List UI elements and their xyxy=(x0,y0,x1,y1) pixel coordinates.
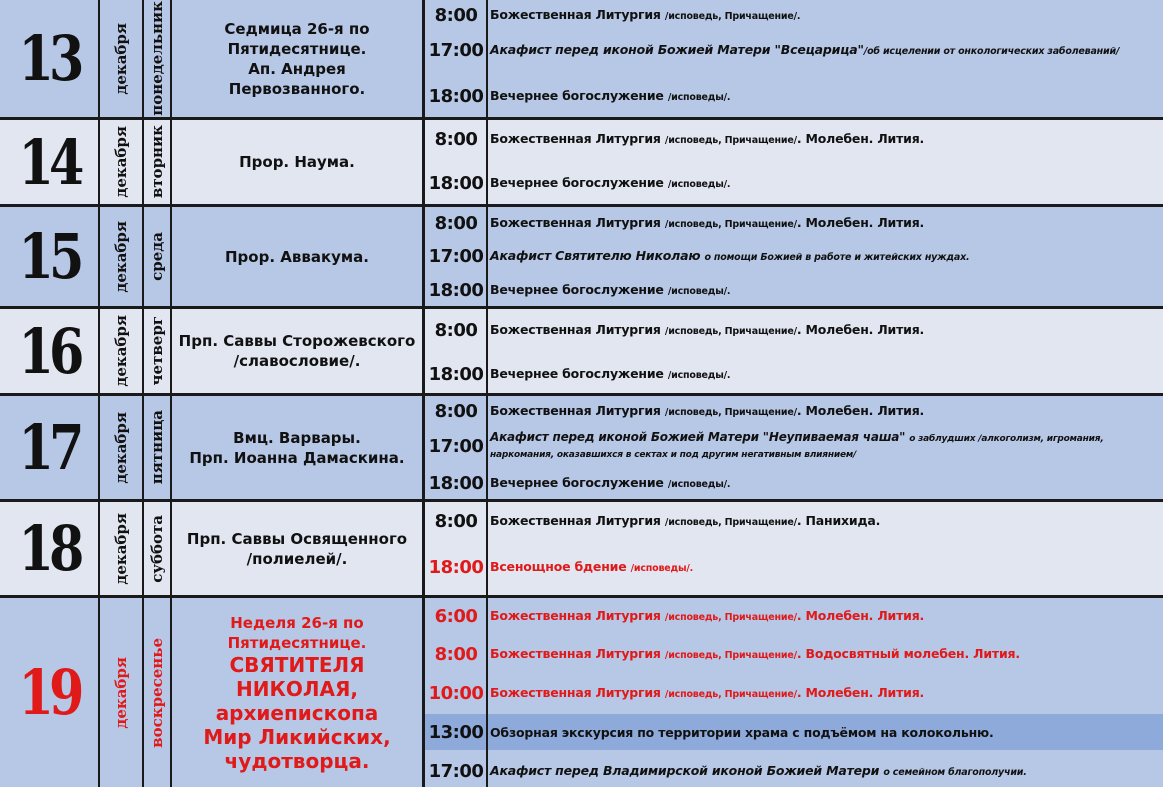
service-desc: Божественная Литургия /исповедь, Причащение/. Молебен. Лития. xyxy=(490,130,925,146)
day-number: 19 xyxy=(18,656,80,729)
feast-title xyxy=(172,207,422,306)
service-desc: Вечернее богослужение /исповеды/. xyxy=(490,281,731,297)
service-desc: Божественная Литургия /исповедь, Причащение/. Водосвятный молебен. Лития. xyxy=(490,645,1020,661)
feast-line: /славословие/. xyxy=(233,352,361,370)
weekday-label: пятница xyxy=(148,410,166,485)
weekday-label: понедельник xyxy=(148,1,166,116)
service-row xyxy=(424,428,1163,464)
service-desc: Вечернее богослужение /исповеды/. xyxy=(490,87,731,103)
service-row xyxy=(424,506,1163,536)
day-number: 15 xyxy=(18,220,80,293)
service-time: 18:00 xyxy=(428,279,484,301)
day-number: 14 xyxy=(18,125,80,199)
column-divider xyxy=(142,0,144,787)
day-number: 18 xyxy=(18,512,80,585)
service-row xyxy=(424,276,1163,304)
feast-title xyxy=(172,502,422,595)
service-time: 10:00 xyxy=(428,682,484,704)
service-row xyxy=(424,315,1163,345)
month-label: декабря xyxy=(112,220,130,293)
service-row xyxy=(424,677,1163,709)
service-row xyxy=(424,398,1163,424)
feast-line: Прп. Иоанна Дамаскина. xyxy=(189,448,405,467)
service-time: 17:00 xyxy=(428,245,484,267)
service-row xyxy=(424,600,1163,632)
feast-title xyxy=(172,0,422,117)
service-row xyxy=(424,755,1163,787)
day-number: 13 xyxy=(18,22,80,95)
service-desc: Божественная Литургия /исповедь, Причащение/. Панихида. xyxy=(490,512,881,528)
service-desc: Божественная Литургия /исповедь, Причащение/. Молебен. Лития. xyxy=(490,214,925,230)
month-label: декабря xyxy=(112,411,130,484)
service-time: 8:00 xyxy=(434,212,478,234)
service-desc: Божественная Литургия /исповедь, Причащение/. Молебен. Лития. xyxy=(490,684,925,700)
service-time: 8:00 xyxy=(434,319,478,341)
day-row-18 xyxy=(0,502,1163,595)
day-number: 16 xyxy=(18,314,80,388)
feast-line: Прор. Наума. xyxy=(239,153,355,171)
service-row xyxy=(424,552,1163,582)
service-desc: Акафист перед Владимирской иконой Божией Матери о семейном благополучии. xyxy=(490,762,1027,778)
service-desc: Всенощное бдение /исповеды/. xyxy=(490,558,694,574)
service-desc: Божественная Литургия /исповедь, Причащение/. Молебен. Лития. xyxy=(490,607,925,623)
service-time: 13:00 xyxy=(428,721,484,743)
service-desc: Акафист перед иконой Божией Матери "Неупиваемая чаша" о заблудших /алкоголизм, игромания, наркомания, оказавшихся в сектах и под другим негативным влиянием/ xyxy=(490,430,1104,460)
service-row xyxy=(424,242,1163,270)
column-divider xyxy=(486,0,488,787)
feast-line: Прор. Аввакума. xyxy=(224,247,369,266)
service-time: 8:00 xyxy=(434,510,478,532)
feast-line: Прп. Саввы Сторожевского xyxy=(178,332,416,350)
feast-line: Вмц. Варвары. xyxy=(233,428,361,447)
service-time: 18:00 xyxy=(428,472,484,494)
month-label: декабря xyxy=(112,22,130,95)
day-number: 17 xyxy=(18,411,80,484)
feast-line: чудотворца. xyxy=(224,748,370,773)
weekday-label: воскресенье xyxy=(148,637,166,748)
month-label: декабря xyxy=(112,512,130,585)
weekday-label: четверг xyxy=(148,316,166,386)
day-row-14 xyxy=(0,120,1163,204)
column-divider xyxy=(422,0,425,787)
feast-line: Ап. Андрея xyxy=(248,59,346,78)
feast-line: Пятидесятнице. xyxy=(227,633,367,652)
service-time: 8:00 xyxy=(434,4,478,26)
service-time: 18:00 xyxy=(428,172,484,194)
service-time: 8:00 xyxy=(434,128,478,150)
day-row-15 xyxy=(0,207,1163,306)
feast-title xyxy=(172,120,422,204)
feast-line: Седмица 26-я по xyxy=(224,19,370,38)
service-row xyxy=(424,638,1163,670)
service-time: 18:00 xyxy=(428,85,484,107)
service-row xyxy=(424,78,1163,114)
service-row xyxy=(424,32,1163,68)
month-label: декабря xyxy=(112,126,130,198)
service-row xyxy=(424,168,1163,198)
service-row xyxy=(424,470,1163,496)
service-desc: Божественная Литургия /исповедь, Причащение/. Молебен. Лития. xyxy=(490,321,925,337)
service-row xyxy=(424,359,1163,389)
service-desc: Акафист Святителю Николаю о помощи Божией в работе и житейских нуждах. xyxy=(490,247,970,263)
day-row-19 xyxy=(0,598,1163,787)
service-desc: Божественная Литургия /исповедь, Причащение/. xyxy=(490,6,801,22)
day-row-16 xyxy=(0,309,1163,393)
feast-line: архиепископа xyxy=(215,700,379,725)
service-time: 17:00 xyxy=(428,39,484,61)
weekday-label: среда xyxy=(148,232,166,281)
service-row-highlighted xyxy=(424,714,1163,750)
service-time: 17:00 xyxy=(428,760,484,782)
service-desc: Вечернее богослужение /исповеды/. xyxy=(490,174,731,190)
feast-title xyxy=(172,598,422,787)
service-time: 17:00 xyxy=(428,435,484,457)
service-desc: Божественная Литургия /исповедь, Причащение/. Молебен. Лития. xyxy=(490,402,925,418)
feast-line: СВЯТИТЕЛЯ НИКОЛАЯ, xyxy=(229,652,365,701)
feast-title xyxy=(172,396,422,499)
service-row xyxy=(424,209,1163,237)
weekday-label: вторник xyxy=(148,125,166,199)
service-desc: Вечернее богослужение /исповеды/. xyxy=(490,365,731,381)
weekday-label: суббота xyxy=(148,514,166,583)
feast-line: Неделя 26-я по xyxy=(230,613,364,632)
service-time: 6:00 xyxy=(434,605,478,627)
feast-line: Пятидесятнице. xyxy=(227,39,367,58)
service-desc: Вечернее богослужение /исповеды/. xyxy=(490,474,731,490)
service-row xyxy=(424,0,1163,30)
feast-title xyxy=(172,309,422,393)
feast-line: Мир Ликийских, xyxy=(203,724,391,749)
feast-line: Первозванного. xyxy=(228,79,366,98)
service-time: 18:00 xyxy=(428,363,484,385)
column-divider xyxy=(170,0,172,787)
service-desc: Обзорная экскурсия по территории храма с подъёмом на колокольню. xyxy=(490,724,994,740)
day-row-13 xyxy=(0,0,1163,117)
service-time: 8:00 xyxy=(434,400,478,422)
feast-line: Прп. Саввы Освященного xyxy=(186,529,408,548)
column-divider xyxy=(98,0,100,787)
month-label: декабря xyxy=(112,656,130,729)
service-time: 18:00 xyxy=(428,556,484,578)
service-row xyxy=(424,124,1163,154)
service-desc: Акафист перед иконой Божией Матери "Всецарица"/об исцелении от онкологических заболеваний/ xyxy=(490,41,1120,57)
service-time: 8:00 xyxy=(434,643,478,665)
feast-line: /полиелей/. xyxy=(246,549,348,568)
day-row-17 xyxy=(0,396,1163,499)
month-label: декабря xyxy=(112,315,130,387)
